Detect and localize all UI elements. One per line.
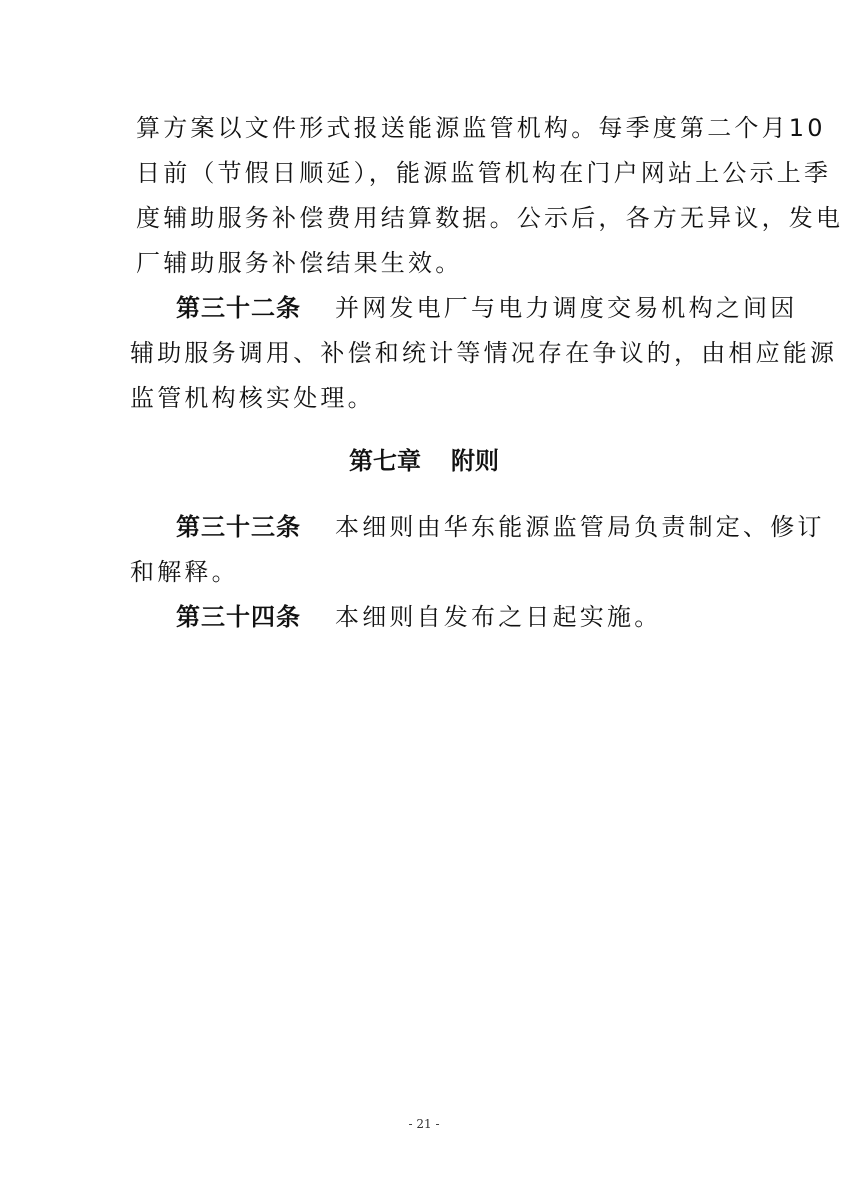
article-34-label: 第三十四条	[176, 603, 301, 631]
article-33-label: 第三十三条	[176, 513, 301, 541]
page-number: - 21 -	[408, 1117, 440, 1131]
paragraph-line: 日前（节假日顺延），能源监管机构在门户网站上公示上季	[136, 159, 832, 187]
paragraph-line: 度辅助服务补偿费用结算数据。公示后，各方无异议，发电	[136, 204, 844, 232]
paragraph-line: 辅助服务调用、补偿和统计等情况存在争议的，由相应能源	[130, 339, 838, 367]
paragraph-line: 监管机构核实处理。	[130, 384, 375, 412]
chapter-number: 第七章	[349, 447, 421, 475]
chapter-heading	[0, 446, 848, 476]
paragraph-line: 和解释。	[130, 558, 239, 586]
article-32-label: 第三十二条	[176, 294, 301, 322]
article-33-first-line	[176, 512, 825, 542]
chapter-title: 附则	[451, 447, 499, 475]
article-34-line	[176, 602, 661, 632]
article-32-first-line	[176, 293, 797, 323]
article-34-text: 本细则自发布之日起实施。	[335, 603, 662, 631]
paragraph-line: 算方案以文件形式报送能源监管机构。每季度第二个月10	[136, 114, 826, 142]
paragraph-line: 厂辅助服务补偿结果生效。	[136, 249, 463, 277]
article-32-text: 并网发电厂与电力调度交易机构之间因	[335, 294, 798, 322]
article-33-text: 本细则由华东能源监管局负责制定、修订	[335, 513, 825, 541]
